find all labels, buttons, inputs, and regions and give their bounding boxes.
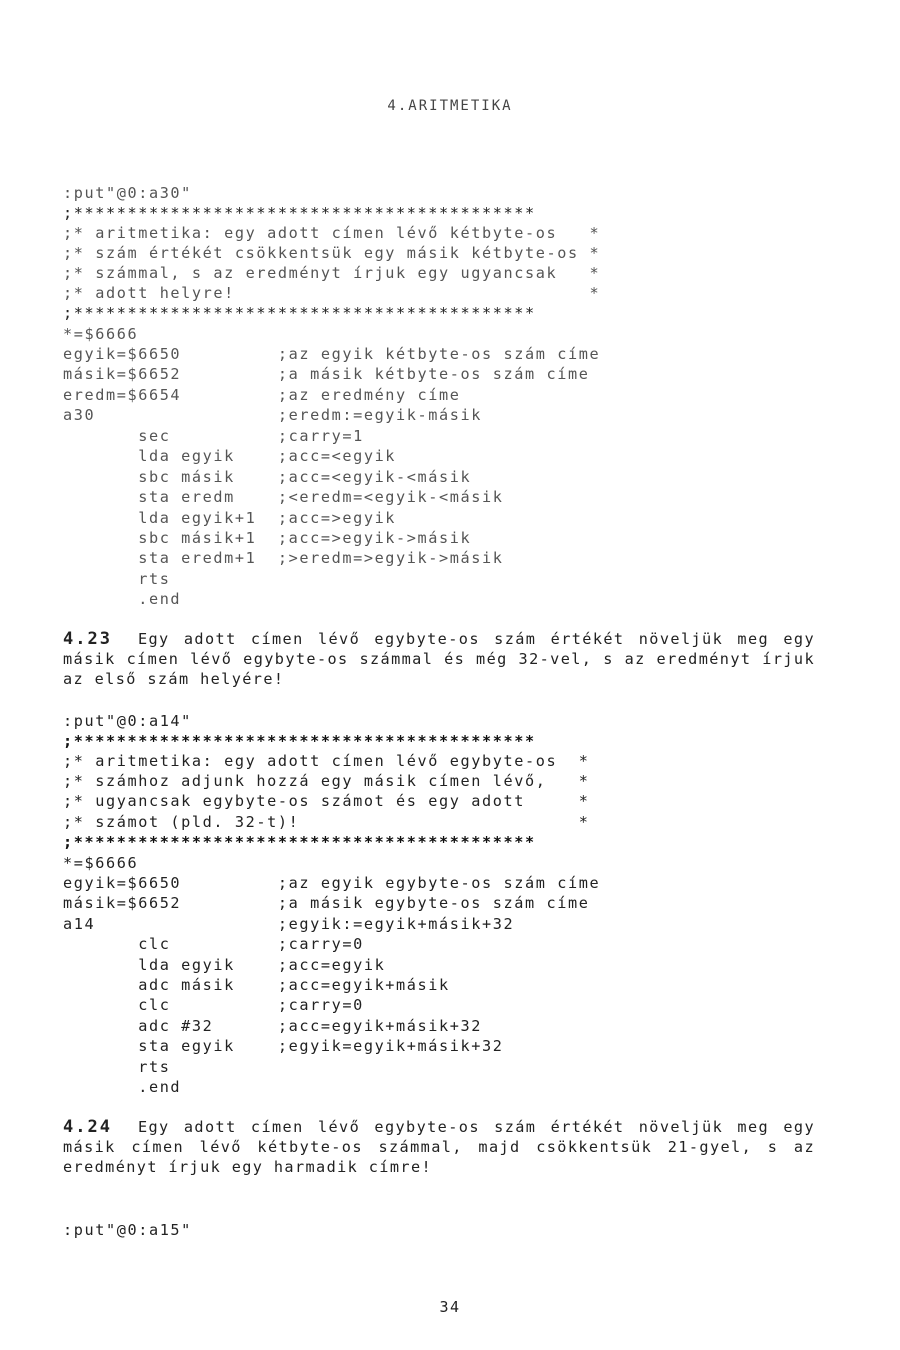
exercise-number: 4.24 [63, 1117, 112, 1137]
code-line: sta eredm ;<eredm=<egyik-<másik [63, 488, 504, 506]
code-line: egyik=$6650 ;az egyik egybyte-os szám címe [63, 874, 601, 892]
code-line: eredm=$6654 ;az eredmény címe [63, 386, 461, 404]
code-line: sta eredm+1 ;>eredm=>egyik->másik [63, 549, 504, 567]
code-line: sec ;carry=1 [63, 427, 364, 445]
comment-border-top: ;******************************************* [63, 204, 536, 222]
comment-border-bottom: ;******************************************* [63, 833, 536, 851]
page-number: 34 [439, 1298, 461, 1316]
code-line: sbc másik+1 ;acc=>egyik->másik [63, 529, 472, 547]
code-line: adc másik ;acc=egyik+másik [63, 976, 450, 994]
code-line: clc ;carry=0 [63, 996, 364, 1014]
exercise-text: Egy adott címen lévő egybyte-os szám értékét növeljük meg egy másik címen lévő kétbyte-os számmal, majd csökkentsük 21-gyel, s az eredményt írjuk egy harmadik címre! [63, 1118, 815, 1177]
put-command: :put"@0:a15" [63, 1221, 192, 1239]
code-line: .end [63, 1078, 182, 1096]
comment-line: ;* adott helyre! * [63, 284, 601, 302]
comment-line: ;* aritmetika: egy adott címen lévő egybyte-os * [63, 752, 590, 770]
code-line: .end [63, 590, 182, 608]
comment-border-bottom: ;******************************************* [63, 304, 536, 322]
code-line: clc ;carry=0 [63, 935, 364, 953]
code-line: a14 ;egyik:=egyik+másik+32 [63, 915, 515, 933]
exercise-text: Egy adott címen lévő egybyte-os szám értékét növeljük meg egy másik címen lévő egybyte-os számmal és még 32-vel, s az eredményt írjuk az első szám helyére! [63, 630, 815, 689]
exercise-paragraph [63, 1117, 815, 1178]
put-command: :put"@0:a30" [63, 184, 192, 202]
comment-line: ;* számhoz adjunk hozzá egy másik címen lévő, * [63, 772, 590, 790]
code-line: *=$6666 [63, 325, 139, 343]
code-line: egyik=$6650 ;az egyik kétbyte-os szám címe [63, 345, 601, 363]
code-line: rts [63, 570, 171, 588]
comment-line: ;* ugyancsak egybyte-os számot és egy adott * [63, 792, 590, 810]
exercise-number: 4.23 [63, 629, 112, 649]
exercise-paragraph [63, 629, 815, 690]
code-line: rts [63, 1058, 171, 1076]
put-command: :put"@0:a14" [63, 712, 192, 730]
code-line: lda egyik ;acc=egyik [63, 956, 386, 974]
comment-border-top: ;******************************************* [63, 732, 536, 750]
code-line: sta egyik ;egyik=egyik+másik+32 [63, 1037, 504, 1055]
comment-line: ;* számmal, s az eredményt írjuk egy ugyancsak * [63, 264, 601, 282]
chapter-title: 4.ARITMETIKA [387, 98, 513, 114]
comment-line: ;* szám értékét csökkentsük egy másik kétbyte-os * [63, 244, 601, 262]
code-line: lda egyik+1 ;acc=>egyik [63, 509, 397, 527]
comment-line: ;* aritmetika: egy adott címen lévő kétbyte-os * [63, 224, 601, 242]
code-line: másik=$6652 ;a másik kétbyte-os szám címe [63, 365, 590, 383]
code-line: *=$6666 [63, 854, 139, 872]
code-line: a30 ;eredm:=egyik-másik [63, 406, 483, 424]
code-line: lda egyik ;acc=<egyik [63, 447, 397, 465]
code-line: másik=$6652 ;a másik egybyte-os szám címe [63, 894, 590, 912]
code-line: adc #32 ;acc=egyik+másik+32 [63, 1017, 483, 1035]
code-line: sbc másik ;acc=<egyik-<másik [63, 468, 472, 486]
comment-line: ;* számot (pld. 32-t)! * [63, 813, 590, 831]
